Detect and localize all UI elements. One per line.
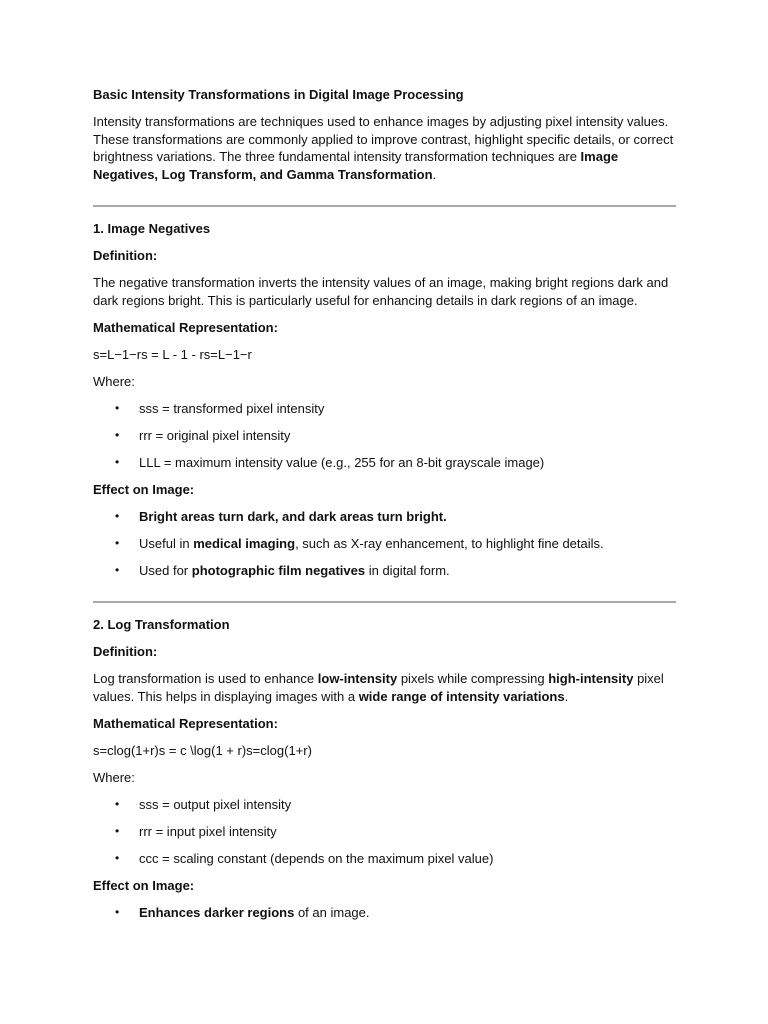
bullet-icon: • — [115, 823, 120, 838]
section-divider — [93, 205, 676, 207]
document-title: Basic Intensity Transformations in Digital Image Processing — [93, 87, 464, 102]
section1-effect-label: Effect on Image: — [93, 481, 195, 497]
section1-formula: s=L−1−rs = L - 1 - rs=L−1−r — [93, 346, 252, 362]
list-item: • LLL = maximum intensity value (e.g., 255 for an 8-bit grayscale image) — [115, 454, 545, 470]
document-body — [93, 86, 676, 921]
list-item: • Bright areas turn dark, and dark areas turn bright. — [115, 508, 447, 524]
list-item: • ccc = scaling constant (depends on the maximum pixel value) — [115, 850, 494, 866]
list-item: • sss = transformed pixel intensity — [115, 400, 325, 416]
bullet-icon: • — [115, 400, 120, 415]
section2-effect-list — [93, 904, 676, 922]
section1-where-label: Where: — [93, 373, 135, 389]
section2-definition: Log transformation is used to enhance low-intensity pixels while compressing high-intensity pixel values. This helps in displaying images with a wide range of intensity variations. — [93, 671, 664, 704]
list-item: • Enhances darker regions of an image. — [115, 904, 370, 920]
section1-effect-list — [93, 508, 676, 580]
bullet-icon: • — [115, 796, 120, 811]
bullet-icon: • — [115, 535, 120, 550]
list-item: • sss = output pixel intensity — [115, 796, 292, 812]
section2-effect-label: Effect on Image: — [93, 877, 195, 893]
section2-definition-label: Definition: — [93, 644, 158, 659]
section1-heading: 1. Image Negatives — [93, 221, 211, 236]
section2-math-label: Mathematical Representation: — [93, 715, 278, 731]
bullet-icon: • — [115, 562, 120, 577]
list-item: • Used for photographic film negatives in digital form. — [115, 562, 450, 578]
section2-where-label: Where: — [93, 769, 135, 785]
section2-heading: 2. Log Transformation — [93, 617, 230, 632]
section2-formula: s=clog⁡(1+r)s = c \log(1 + r)s=clog(1+r) — [93, 742, 312, 758]
bullet-icon: • — [115, 508, 120, 523]
section1-definition-label: Definition: — [93, 248, 158, 263]
bullet-icon: • — [115, 850, 120, 865]
section1-definition: The negative transformation inverts the intensity values of an image, making bright regions dark and dark regions bright. This is particularly useful for enhancing details in dark regions of an image. — [93, 275, 669, 308]
section2-where-list — [93, 796, 676, 868]
section-divider — [93, 601, 676, 603]
bullet-icon: • — [115, 454, 120, 469]
section1-where-list — [93, 400, 676, 472]
list-item: • rrr = input pixel intensity — [115, 823, 277, 839]
section1-math-label: Mathematical Representation: — [93, 319, 278, 335]
list-item: • rrr = original pixel intensity — [115, 427, 291, 443]
bullet-icon: • — [115, 904, 120, 919]
list-item: • Useful in medical imaging, such as X-ray enhancement, to highlight fine details. — [115, 535, 604, 551]
intro-paragraph: Intensity transformations are techniques used to enhance images by adjusting pixel intensity values. These transformations are commonly applied to improve contrast, highlight specific details, or correct brightness variations. The three fundamental intensity transformation techniques are Image Negatives, Log Transform, and Gamma Transformation. — [93, 114, 674, 182]
bullet-icon: • — [115, 427, 120, 442]
